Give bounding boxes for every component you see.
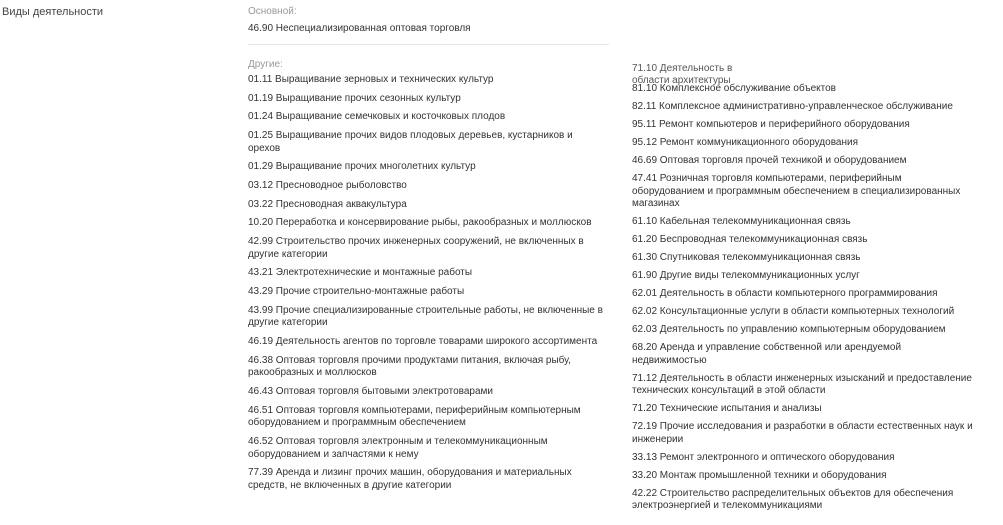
activity-item: 82.11 Комплексное административно-управленческое обслуживание — [632, 100, 953, 112]
activity-item: 95.11 Ремонт компьютеров и периферийного оборудования — [632, 118, 910, 130]
main-activity: 46.90 Неспециализированная оптовая торговля — [248, 23, 471, 34]
activity-item: 43.21 Электротехнические и монтажные работы — [248, 267, 473, 279]
activity-item: 47.41 Розничная торговля компьютерами, периферийным оборудованием и программным обеспечением в специализированных магазинах — [632, 172, 961, 210]
activity-item: 10.20 Переработка и консервирование рыбы, ракообразных и моллюсков — [248, 217, 592, 229]
activity-item: 46.43 Оптовая торговля бытовыми электротоварами — [248, 386, 493, 397]
activity-item: 62.02 Консультационные услуги в области компьютерных технологий — [632, 306, 955, 318]
activity-item: 03.22 Пресноводная аквакультура — [248, 198, 407, 210]
activity-item: 46.69 Оптовая торговля прочей техникой и оборудованием — [632, 154, 907, 166]
activity-item: 33.13 Ремонт электронного и оптического оборудования — [632, 451, 895, 463]
divider — [248, 44, 609, 45]
other-activities-left-column — [248, 74, 603, 499]
activity-item: 95.12 Ремонт коммуникационного оборудования — [632, 136, 858, 148]
activity-item: 01.19 Выращивание прочих сезонных культур — [248, 92, 461, 104]
activity-item: 61.20 Беспроводная телекоммуникационная связь — [632, 234, 868, 246]
activity-item: 46.51 Оптовая торговля компьютерами, периферийным компьютерным оборудованием и программным обеспечением — [248, 404, 581, 429]
cut-off-item — [632, 63, 772, 86]
activity-item: 42.99 Строительство прочих инженерных сооружений, не включенных в другие категории — [248, 236, 584, 260]
activity-item: 61.10 Кабельная телекоммуникационная связь — [632, 216, 851, 228]
main-activity-block — [248, 6, 608, 35]
other-activities-right-column — [632, 83, 977, 518]
activity-item: 62.03 Деятельность по управлению компьютерным оборудованием — [632, 324, 946, 335]
activity-item: 01.11 Выращивание зерновых и технических культур — [248, 74, 494, 85]
main-caption: Основной: — [248, 6, 297, 17]
activity-item: 71.20 Технические испытания и анализы — [632, 403, 822, 415]
activity-item: 46.19 Деятельность агентов по торговле товарами широкого ассортимента — [248, 336, 598, 348]
activity-item: 46.52 Оптовая торговля электронным и телекоммуникационным оборудованием и запчастями к нему — [248, 435, 548, 460]
activity-item: 61.90 Другие виды телекоммуникационных услуг — [632, 270, 860, 282]
activity-item: 72.19 Прочие исследования и разработки в области естественных наук и инженерии — [632, 421, 973, 445]
activity-item: 42.22 Строительство распределительных объектов для обеспечения электроэнергией и телекоммуникациями — [632, 487, 954, 512]
activity-item: 33.20 Монтаж промышленной техники и оборудования — [632, 469, 887, 481]
activity-item: 71.12 Деятельность в области инженерных изысканий и предоставление технических консультаций в этой области — [632, 372, 972, 397]
activity-item: 43.29 Прочие строительно-монтажные работы — [248, 286, 465, 298]
others-caption: Другие: — [248, 59, 283, 70]
activity-item: 62.01 Деятельность в области компьютерного программирования — [632, 288, 938, 300]
activity-item: 77.39 Аренда и лизинг прочих машин, оборудования и материальных средств, не включенных в другие категории — [248, 467, 572, 491]
activity-item: 01.24 Выращивание семечковых и косточковых плодов — [248, 111, 506, 123]
activity-item: 43.99 Прочие специализированные строительные работы, не включенные в другие категории — [248, 304, 603, 329]
activity-item: 03.12 Пресноводное рыболовство — [248, 180, 407, 192]
activity-item: 46.38 Оптовая торговля прочими продуктами питания, включая рыбу, ракообразных и моллюсков — [248, 354, 571, 379]
activity-item: 81.10 Комплексное обслуживание объектов — [632, 83, 836, 94]
cut-off-item-text: 71.10 Деятельность в области архитектуры — [632, 63, 733, 86]
activity-item: 01.29 Выращивание прочих многолетних культур — [248, 161, 476, 173]
activity-item: 01.25 Выращивание прочих видов плодовых деревьев, кустарников и орехов — [248, 130, 573, 154]
activity-item: 61.30 Спутниковая телекоммуникационная связь — [632, 252, 861, 264]
activity-item: 68.20 Аренда и управление собственной или арендуемой недвижимостью — [632, 341, 902, 366]
section-label: Виды деятельности — [2, 6, 104, 18]
